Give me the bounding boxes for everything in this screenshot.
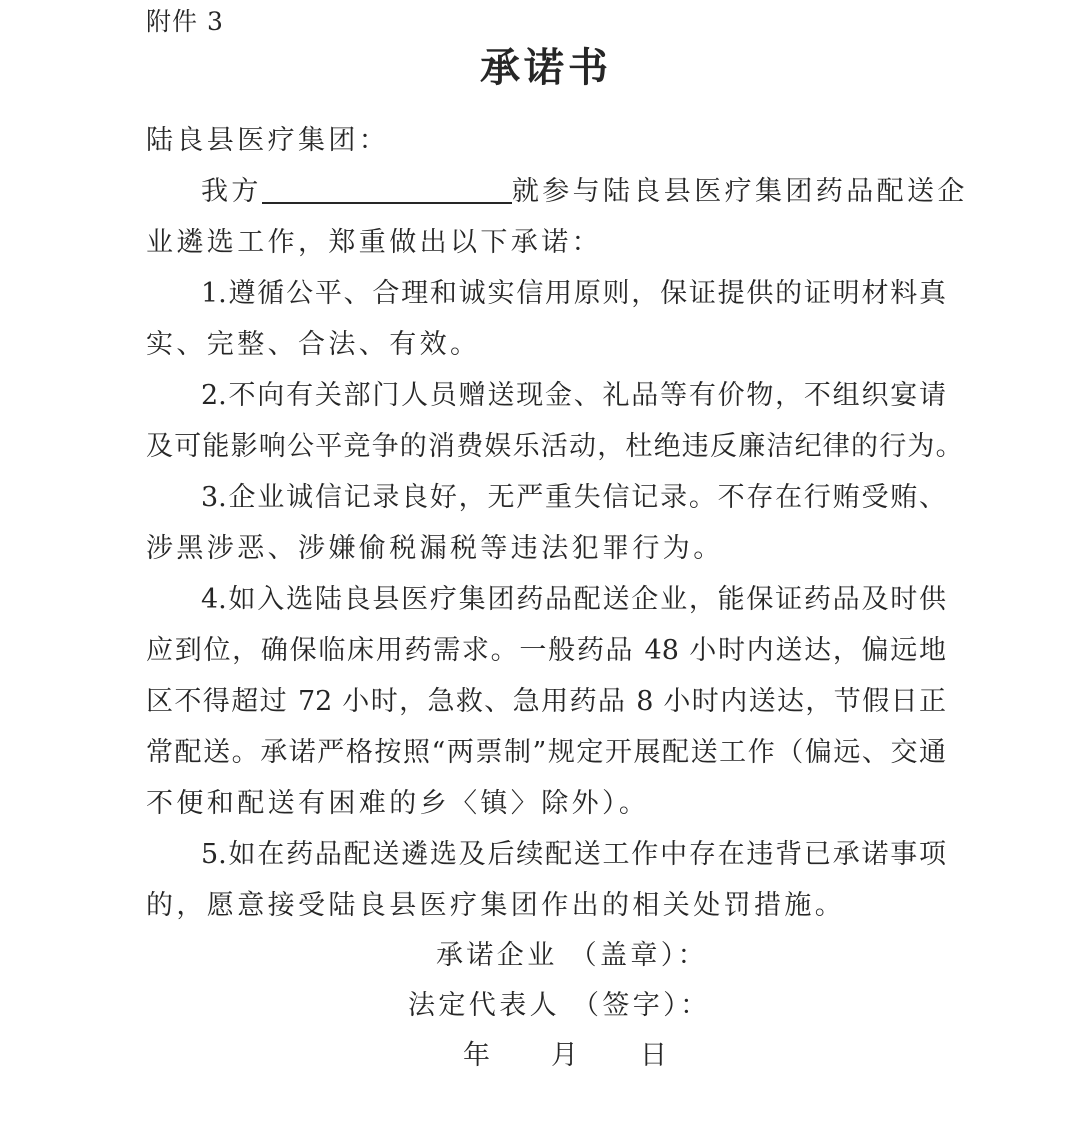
date-month-label: 月 [551,1040,578,1071]
intro-prefix: 我方 [201,176,262,207]
document-title: 承诺书 [480,44,612,91]
addressee: 陆良县医疗集团： [146,125,390,156]
item-4-line-2: 应到位，确保临床用药需求。一般药品 48 小时内送达，偏远地 [146,635,946,666]
item-3-line-2: 涉黑涉恶、涉嫌偷税漏税等违法犯罪行为。 [146,533,724,564]
intro-suffix: 就参与陆良县医疗集团药品配送企 [511,176,968,207]
item-4-line-1: 4.如入选陆良县医疗集团药品配送企业，能保证药品及时供 [201,584,946,615]
company-name-blank[interactable] [262,176,512,204]
intro-line-2: 业遴选工作，郑重做出以下承诺： [146,227,602,258]
company-seal-label: 承诺企业 （盖章）： [436,940,709,971]
attachment-label: 附件 3 [146,7,224,36]
date-year-label: 年 [463,1040,490,1071]
item-3-line-1: 3.企业诚信记录良好，无严重失信记录。不存在行贿受贿、 [201,482,946,513]
item-4-line-4: 常配送。承诺严格按照“两票制”规定开展配送工作（偏远、交通 [146,737,946,768]
item-4-line-5: 不便和配送有困难的乡〈镇〉除外）。 [146,788,650,819]
intro-line-1 [201,172,968,212]
legal-rep-signature-label: 法定代表人 （签字）： [408,990,711,1021]
date-day-label: 日 [640,1040,667,1071]
item-4-line-3: 区不得超过 72 小时，急救、急用药品 8 小时内送达，节假日正 [146,686,946,717]
item-2-line-2: 及可能影响公平竞争的消费娱乐活动，杜绝违反廉洁纪律的行为。 [146,431,964,462]
item-5-line-1: 5.如在药品配送遴选及后续配送工作中存在违背已承诺事项 [201,839,946,870]
item-5-line-2: 的，愿意接受陆良县医疗集团作出的相关处罚措施。 [146,890,846,921]
item-2-line-1: 2.不向有关部门人员赠送现金、礼品等有价物，不组织宴请 [201,380,946,411]
item-1-line-1: 1.遵循公平、合理和诚实信用原则，保证提供的证明材料真 [201,278,946,309]
item-1-line-2: 实、完整、合法、有效。 [146,329,481,360]
